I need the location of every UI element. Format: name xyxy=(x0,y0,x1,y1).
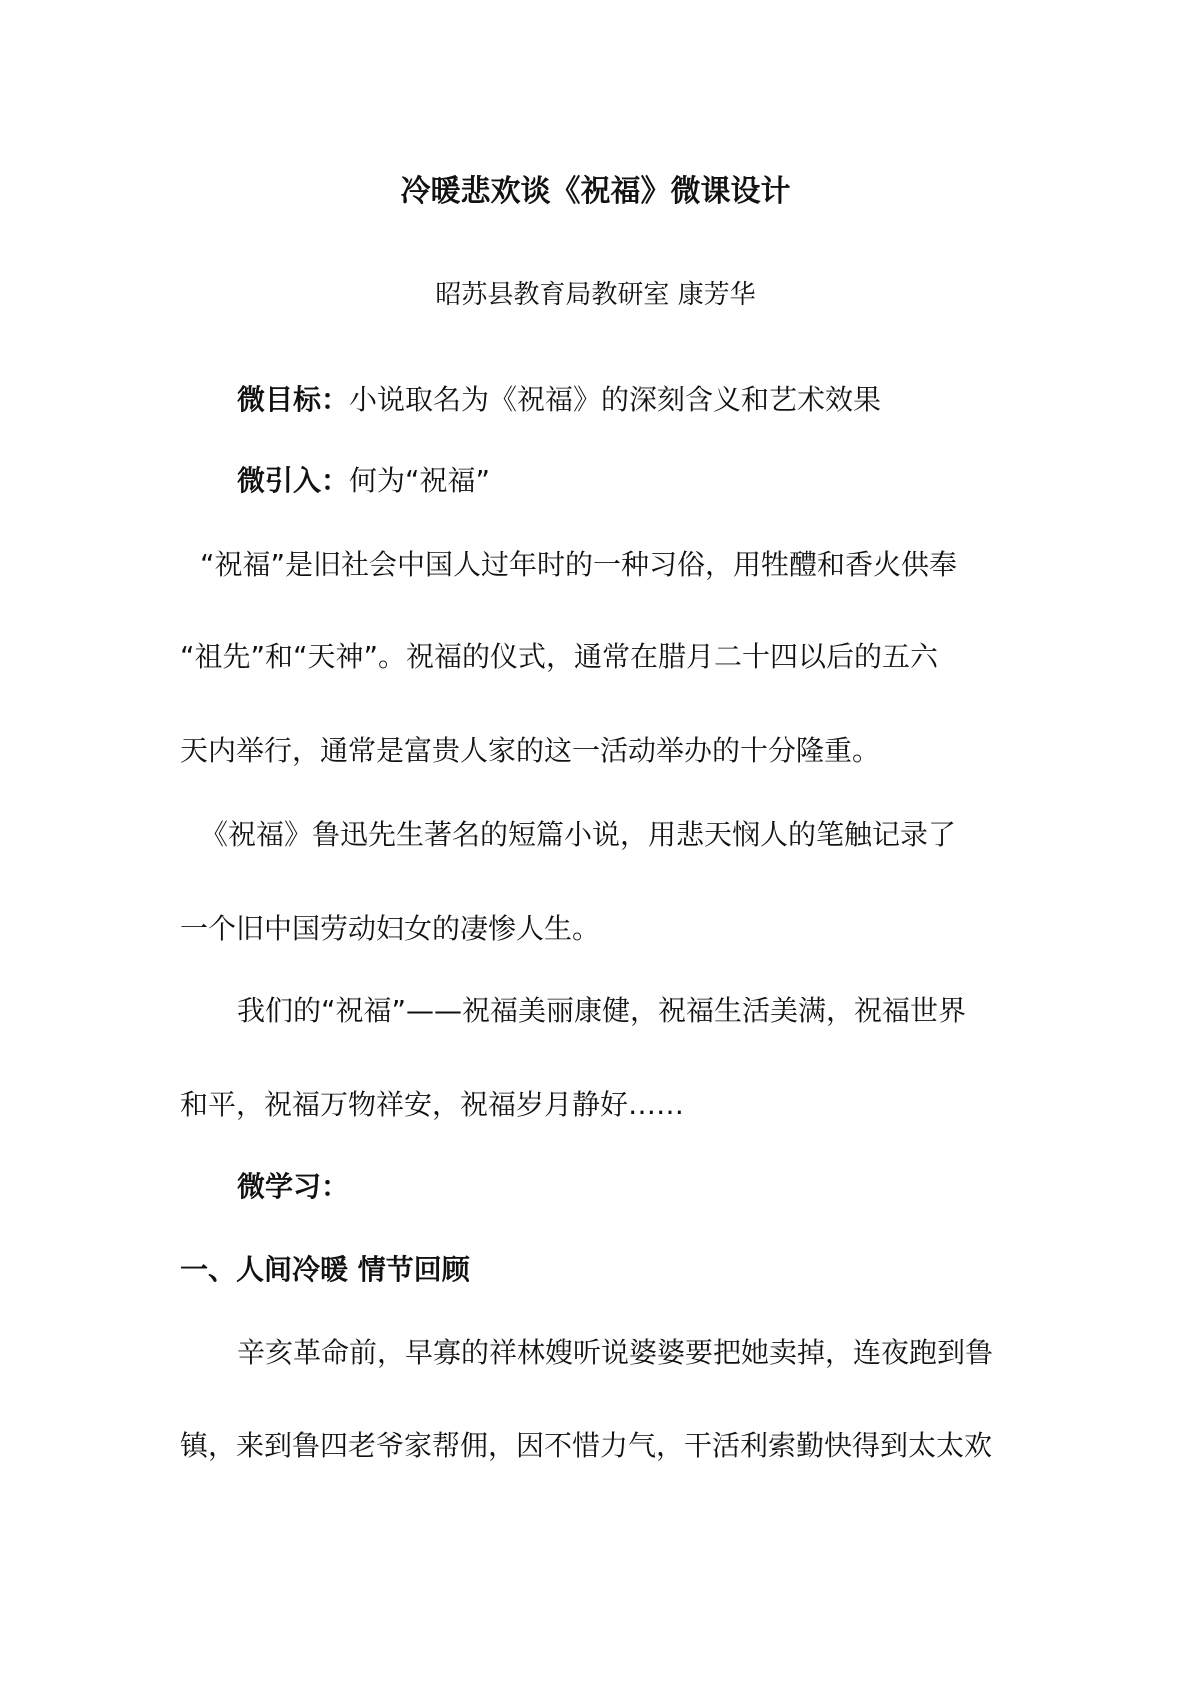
paragraph-line: 和平，祝福万物祥安，祝福岁月静好…… xyxy=(180,1088,685,1121)
intro-line xyxy=(237,461,490,501)
paragraph-line: 辛亥革命前，早寡的祥林嫂听说婆婆要把她卖掉，连夜跑到鲁 xyxy=(237,1336,994,1369)
paragraph-line: 我们的“祝福”——祝福美丽康健，祝福生活美满，祝福世界 xyxy=(237,994,967,1027)
document-title: 冷暖悲欢谈《祝福》微课设计 xyxy=(400,174,791,209)
intro-label: 微引入： xyxy=(237,464,350,497)
paragraph-line: 一个旧中国劳动妇女的凄惨人生。 xyxy=(180,912,601,945)
goal-line xyxy=(237,380,881,420)
section-heading: 一、人间冷暖 情节回顾 xyxy=(180,1253,470,1286)
paragraph-line: 天内举行，通常是富贵人家的这一活动举办的十分隆重。 xyxy=(180,734,881,767)
paragraph-line: 《祝福》鲁迅先生著名的短篇小说，用悲天悯人的笔触记录了 xyxy=(200,818,957,851)
author-line: 昭苏县教育局教研室 康芳华 xyxy=(435,280,756,310)
goal-label: 微目标： xyxy=(237,383,350,416)
goal-text: 小说取名为《祝福》的深刻含义和艺术效果 xyxy=(349,383,882,416)
study-label: 微学习： xyxy=(237,1170,350,1203)
paragraph-line: “祖先”和“天神”。祝福的仪式，通常在腊月二十四以后的五六 xyxy=(180,640,939,673)
paragraph-line: 镇，来到鲁四老爷家帮佣，因不惜力气，干活利索勤快得到太太欢 xyxy=(180,1429,993,1462)
intro-text: 何为“祝福” xyxy=(349,464,491,497)
paragraph-line: “祝福”是旧社会中国人过年时的一种习俗，用牲醴和香火供奉 xyxy=(200,548,958,581)
